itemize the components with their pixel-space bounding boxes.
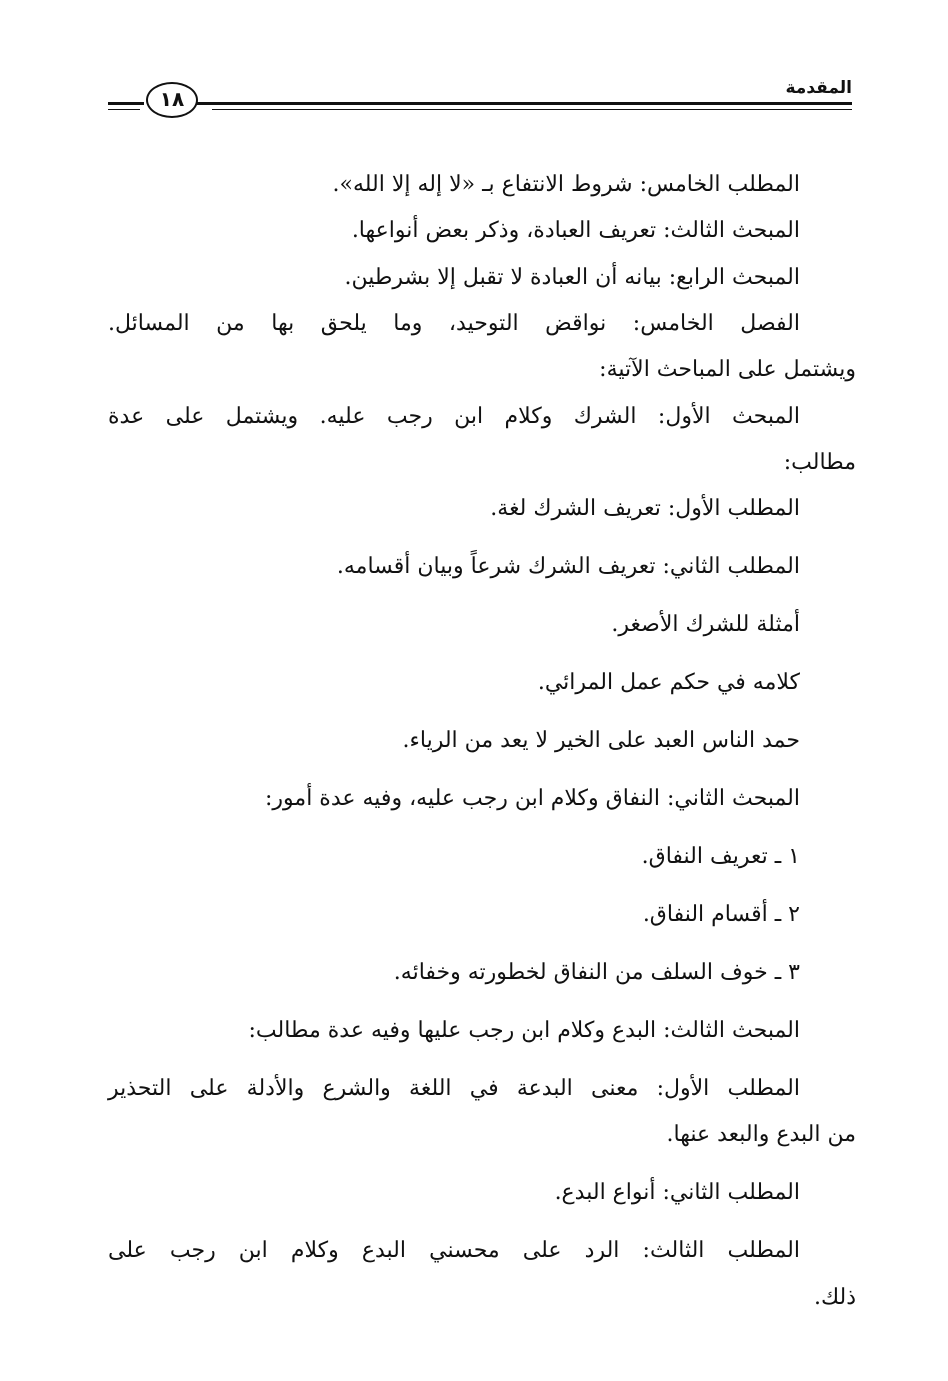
text-line: المطلب الثاني: أنواع البدع. xyxy=(554,1180,800,1205)
text-line: المطلب الأول: تعريف الشرك لغة. xyxy=(490,496,800,521)
page-number: ١٨ xyxy=(146,82,198,118)
text-line: المطلب الأول: معنى البدعة في اللغة والشرع والأدلة على التحذير xyxy=(108,1076,800,1101)
text-line: ذلك. xyxy=(813,1285,856,1310)
text-line: المطلب الخامس: شروط الانتفاع بـ «لا إله إلا الله». xyxy=(332,172,800,197)
text-line: المبحث الأول: الشرك وكلام ابن رجب عليه. ويشتمل على عدة xyxy=(108,404,800,429)
text-line: كلامه في حكم عمل المرائي. xyxy=(537,670,800,695)
text-line: المطلب الثالث: الرد على محسني البدع وكلام ابن رجب على xyxy=(108,1238,800,1263)
text-line: مطالب: xyxy=(783,450,856,475)
text-line: الفصل الخامس: نواقض التوحيد، وما يلحق بها من المسائل. xyxy=(108,311,800,336)
text-line: المبحث الرابع: بيانه أن العبادة لا تقبل إلا بشرطين. xyxy=(344,265,800,290)
text-line: من البدع والبعد عنها. xyxy=(666,1122,856,1147)
text-line: حمد الناس العبد على الخير لا يعد من الرياء. xyxy=(402,728,800,753)
text-line: أمثلة للشرك الأصغر. xyxy=(611,612,800,637)
text-line: المبحث الثالث: تعريف العبادة، وذكر بعض أنواعها. xyxy=(351,218,800,243)
text-line: المطلب الثاني: تعريف الشرك شرعاً وبيان أقسامه. xyxy=(336,554,800,579)
text-line: ٢ ـ أقسام النفاق. xyxy=(642,902,800,927)
page-body xyxy=(108,0,856,1381)
text-line: المبحث الثالث: البدع وكلام ابن رجب عليها وفيه عدة مطالب: xyxy=(248,1018,800,1043)
text-line: ١ ـ تعريف النفاق. xyxy=(641,844,800,869)
text-line: ٣ ـ خوف السلف من النفاق لخطورته وخفائه. xyxy=(393,960,800,985)
text-line: المبحث الثاني: النفاق وكلام ابن رجب عليه، وفيه عدة أمور: xyxy=(265,786,800,811)
text-line: ويشتمل على المباحث الآتية: xyxy=(599,357,856,382)
chapter-title: المقدمة xyxy=(785,78,852,98)
